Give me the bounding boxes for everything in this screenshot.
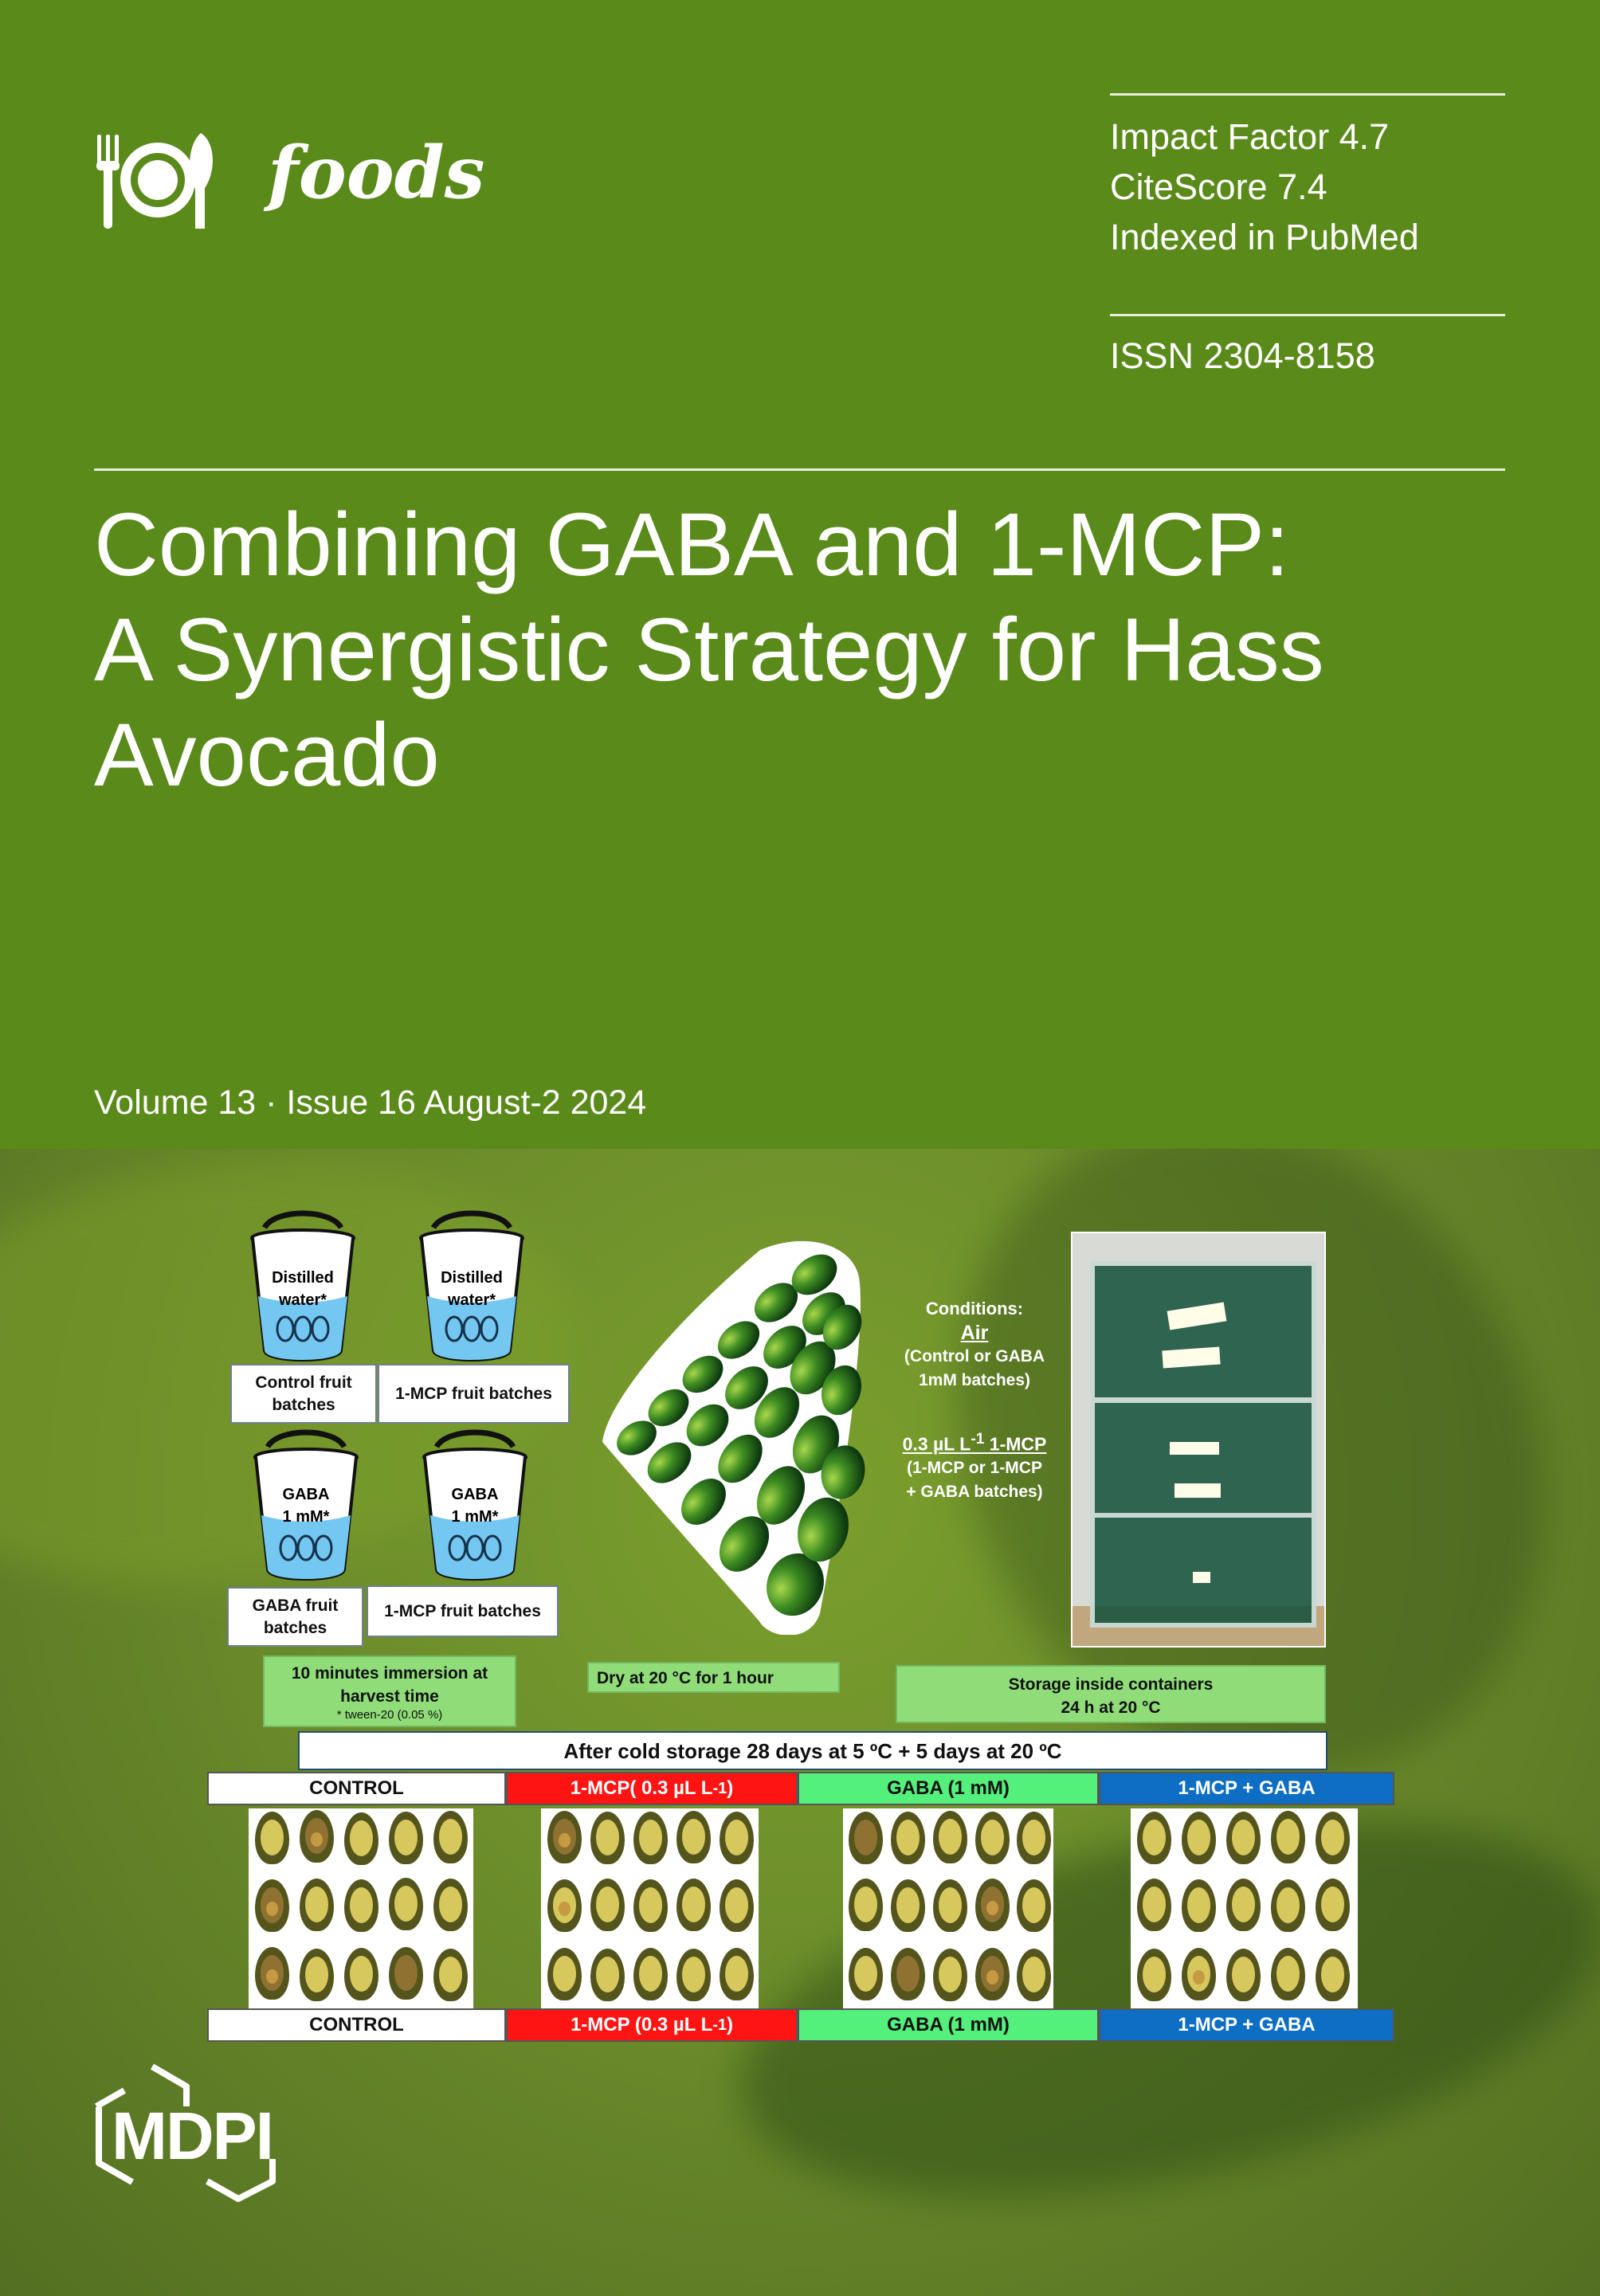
air-detail: (Control or GABA 1mM batches) <box>904 1347 1045 1389</box>
top-control-label: CONTROL <box>207 1772 506 1805</box>
plate-fork-knife-icon <box>94 131 222 230</box>
bucket-1mcp-gaba <box>419 1428 531 1585</box>
1mcp-gaba-fruit-image <box>1131 1808 1358 2010</box>
impact-factor: Impact Factor 4.7 <box>1110 116 1390 157</box>
journal-name: foods <box>268 131 485 215</box>
immersion-note: * tween-20 (0.05 %) <box>336 1708 443 1722</box>
storage-label-4 <box>1175 1483 1221 1498</box>
bucket-text-gaba: GABA 1 mM* <box>282 1486 330 1526</box>
article-title <box>94 492 1528 808</box>
top-gaba-label: GABA (1 mM) <box>798 1772 1099 1805</box>
bucket-text-control: Distilled water* <box>272 1269 334 1309</box>
publisher-logo <box>94 2063 313 2206</box>
mcp-fruit-batches-caption-bottom: 1-MCP fruit batches <box>367 1585 559 1637</box>
title-line-3: Avocado <box>94 705 440 805</box>
storage-box: Storage inside containers 24 h at 20 °C <box>896 1665 1326 1723</box>
storage-label-5 <box>1193 1572 1210 1583</box>
bottom-gaba-label: GABA (1 mM) <box>798 2008 1099 2042</box>
volume-issue-date: Volume 13 · Issue 16 August-2 2024 <box>94 1083 647 1122</box>
storage-crate-top <box>1090 1261 1316 1402</box>
gaba-fruit-batches-caption: GABA fruit batches <box>227 1587 363 1647</box>
bottom-control-label: CONTROL <box>207 2008 506 2042</box>
title-rule <box>94 468 1505 471</box>
storage-crate-middle <box>1090 1398 1316 1519</box>
mcp-detail: (1-MCP or 1-MCP + GABA batches) <box>906 1458 1043 1501</box>
bottom-1mcp-gaba-label: 1-MCP + GABA <box>1099 2008 1394 2042</box>
top-1mcp-label: 1-MCP( 0.3 µL L -1 ) <box>506 1772 798 1805</box>
control-fruit-image <box>249 1808 473 2010</box>
publisher-name: MDPI <box>112 2098 273 2173</box>
bottom-treatment-label-row <box>207 2008 1394 2042</box>
indexed-in: Indexed in PubMed <box>1110 217 1419 257</box>
title-line-2: A Synergistic Strategy for Hass <box>94 600 1324 699</box>
bucket-gaba <box>250 1428 362 1585</box>
avocado-rows-photo <box>602 1239 865 1635</box>
bucket-1mcp <box>416 1209 527 1366</box>
air-title: Air <box>960 1322 989 1344</box>
mcp-fruit-batches-caption-top: 1-MCP fruit batches <box>378 1364 570 1424</box>
mcp-title: 0.3 µL $L^{-1}$ 1-MCP <box>902 1431 1047 1455</box>
1mcp-fruit-image <box>541 1808 759 2010</box>
control-fruit-batches-caption: Control fruit batches <box>230 1364 377 1424</box>
metrics-middle-rule <box>1110 314 1505 316</box>
title-line-1: Combining GABA and 1-MCP: <box>94 495 1290 594</box>
citescore: CiteScore 7.4 <box>1110 167 1327 207</box>
metrics-top-rule <box>1110 93 1505 96</box>
bucket-text-1mcp: Distilled water* <box>441 1269 503 1309</box>
dry-box: Dry at 20 °C for 1 hour <box>587 1662 840 1693</box>
bucket-text-1mcp-gaba: GABA 1 mM* <box>451 1486 499 1526</box>
bottom-1mcp-label: 1-MCP (0.3 µL L -1 ) <box>506 2008 798 2042</box>
storage-crate-bottom <box>1090 1513 1316 1628</box>
immersion-box <box>263 1655 516 1727</box>
conditions-text <box>880 1297 1069 1504</box>
immersion-main-text: 10 minutes immersion at harvest time <box>291 1664 488 1706</box>
bucket-control <box>247 1209 359 1366</box>
gaba-fruit-image <box>843 1808 1053 2010</box>
conditions-title: Conditions: <box>925 1299 1024 1318</box>
top-1mcp-gaba-label: 1-MCP + GABA <box>1099 1772 1394 1805</box>
top-treatment-label-row <box>207 1772 1394 1805</box>
cold-storage-box: After cold storage 28 days at 5 ºC + 5 days at 20 ºC <box>298 1731 1327 1770</box>
storage-containers-photo <box>1071 1232 1326 1648</box>
issn: ISSN 2304-8158 <box>1110 335 1375 376</box>
storage-label-3 <box>1170 1442 1219 1455</box>
